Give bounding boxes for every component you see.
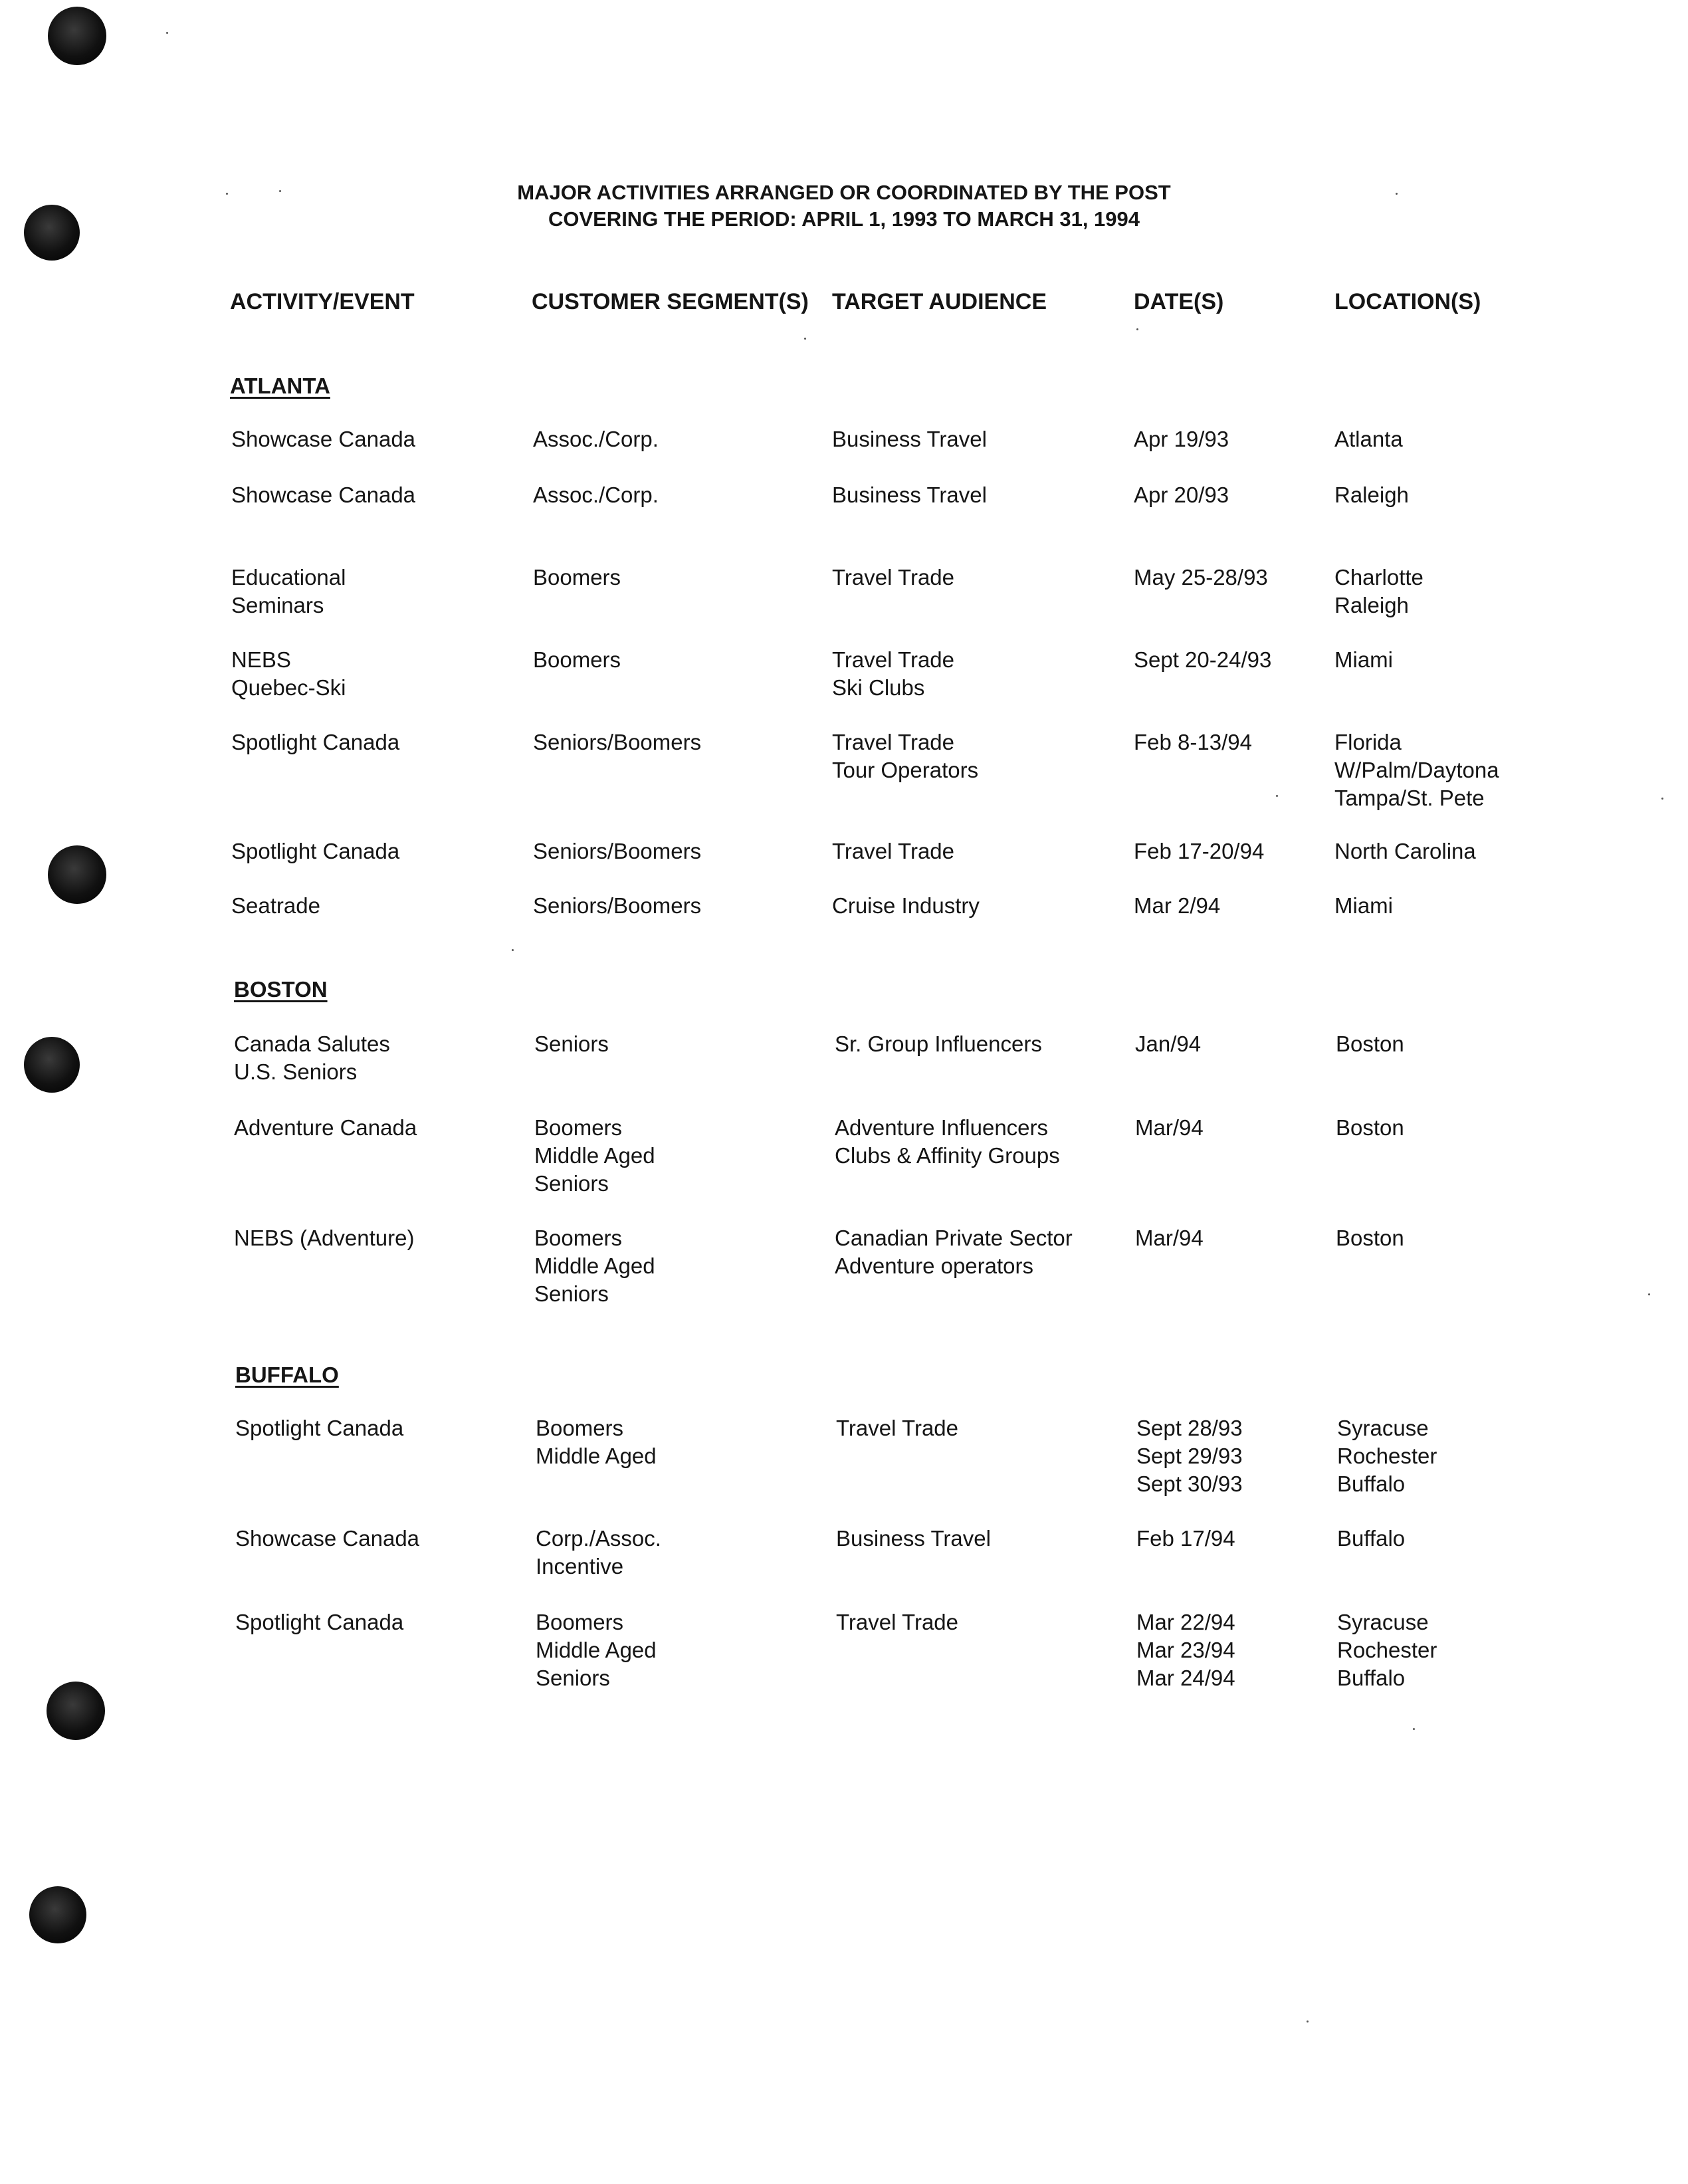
cell-activity: Spotlight Canada	[235, 1416, 404, 1440]
cell-activity: Showcase Canada	[231, 483, 416, 507]
section-heading-atlanta: ATLANTA	[230, 374, 330, 398]
cell-dates: Feb 8-13/94	[1134, 730, 1252, 754]
cell-segment: Boomers Middle Aged Seniors	[536, 1610, 657, 1690]
cell-audience: Cruise Industry	[832, 893, 980, 918]
cell-dates: May 25-28/93	[1134, 565, 1268, 590]
cell-dates: Jan/94	[1135, 1032, 1202, 1056]
cell-activity: Showcase Canada	[235, 1526, 420, 1551]
cell-segment: Boomers Middle Aged	[536, 1416, 657, 1468]
cell-segment: Boomers Middle Aged Seniors	[534, 1115, 655, 1196]
scan-speck	[1648, 1293, 1650, 1295]
cell-location: Miami	[1334, 893, 1393, 918]
scan-speck	[1661, 798, 1663, 800]
cell-segment: Seniors/Boomers	[533, 839, 702, 863]
scan-speck	[1413, 1728, 1415, 1730]
scan-speck	[166, 32, 168, 34]
scan-speck	[1276, 795, 1278, 797]
cell-audience: Travel Trade Ski Clubs	[832, 647, 955, 700]
cell-activity: Canada Salutes U.S. Seniors	[234, 1032, 390, 1084]
cell-dates: Mar 2/94	[1134, 893, 1221, 918]
column-header-activity: ACTIVITY/EVENT	[230, 289, 415, 314]
cell-dates: Feb 17/94	[1136, 1526, 1235, 1551]
punch-hole	[24, 1037, 80, 1093]
cell-segment: Seniors	[534, 1032, 609, 1056]
title-line-2: COVERING THE PERIOD: APRIL 1, 1993 TO MARCH 31, 1994	[548, 207, 1140, 231]
cell-location: Raleigh	[1334, 483, 1409, 507]
column-header-customer-segment: CUSTOMER SEGMENT(S)	[532, 289, 809, 314]
cell-location: North Carolina	[1334, 839, 1476, 863]
cell-segment: Seniors/Boomers	[533, 893, 702, 918]
cell-segment: Assoc./Corp.	[533, 427, 659, 451]
cell-audience: Sr. Group Influencers	[835, 1032, 1042, 1056]
cell-segment: Assoc./Corp.	[533, 483, 659, 507]
punch-hole	[29, 1886, 86, 1943]
cell-activity: NEBS Quebec-Ski	[231, 647, 346, 700]
cell-location: Boston	[1336, 1226, 1404, 1250]
cell-activity: Adventure Canada	[234, 1115, 417, 1140]
cell-audience: Business Travel	[836, 1526, 991, 1551]
cell-dates: Apr 20/93	[1134, 483, 1229, 507]
cell-dates: Sept 20-24/93	[1134, 647, 1272, 672]
cell-activity: Spotlight Canada	[231, 730, 400, 754]
cell-activity: Seatrade	[231, 893, 320, 918]
punch-hole	[48, 7, 106, 65]
cell-activity: Spotlight Canada	[235, 1610, 404, 1634]
cell-location: Miami	[1334, 647, 1393, 672]
title-line-1: MAJOR ACTIVITIES ARRANGED OR COORDINATED BY THE POST	[517, 181, 1171, 204]
scan-speck	[1307, 2020, 1309, 2022]
cell-dates: Mar/94	[1135, 1226, 1204, 1250]
section-heading-buffalo: BUFFALO	[235, 1363, 339, 1387]
scan-speck	[1136, 328, 1138, 330]
cell-activity: Educational Seminars	[231, 565, 346, 617]
cell-location: Florida W/Palm/Daytona Tampa/St. Pete	[1334, 730, 1499, 810]
punch-hole	[48, 845, 106, 904]
cell-audience: Canadian Private Sector Adventure operators	[835, 1226, 1073, 1278]
cell-location: Buffalo	[1337, 1526, 1406, 1551]
page-title	[0, 179, 1688, 233]
column-header-target-audience: TARGET AUDIENCE	[832, 289, 1047, 314]
cell-location: Boston	[1336, 1032, 1404, 1056]
cell-activity: Showcase Canada	[231, 427, 416, 451]
cell-segment: Seniors/Boomers	[533, 730, 702, 754]
cell-audience: Travel Trade	[836, 1416, 959, 1440]
cell-dates: Sept 28/93 Sept 29/93 Sept 30/93	[1136, 1416, 1243, 1496]
cell-segment: Boomers	[533, 647, 621, 672]
cell-location: Atlanta	[1334, 427, 1403, 451]
cell-activity: NEBS (Adventure)	[234, 1226, 415, 1250]
cell-location: Syracuse Rochester Buffalo	[1337, 1416, 1437, 1496]
section-heading-boston: BOSTON	[234, 977, 328, 1002]
cell-audience: Business Travel	[832, 427, 987, 451]
cell-audience: Travel Trade	[832, 565, 955, 590]
column-header-dates: DATE(S)	[1134, 289, 1224, 314]
cell-audience: Adventure Influencers Clubs & Affinity Groups	[835, 1115, 1060, 1168]
cell-location: Syracuse Rochester Buffalo	[1337, 1610, 1437, 1690]
cell-location: Boston	[1336, 1115, 1404, 1140]
punch-hole	[47, 1682, 105, 1740]
cell-segment: Boomers	[533, 565, 621, 590]
cell-segment: Boomers Middle Aged Seniors	[534, 1226, 655, 1306]
cell-activity: Spotlight Canada	[231, 839, 400, 863]
cell-location: Charlotte Raleigh	[1334, 565, 1424, 617]
cell-dates: Mar/94	[1135, 1115, 1204, 1140]
cell-audience: Travel Trade Tour Operators	[832, 730, 979, 782]
cell-audience: Travel Trade	[832, 839, 955, 863]
column-header-location: LOCATION(S)	[1334, 289, 1481, 314]
cell-segment: Corp./Assoc. Incentive	[536, 1526, 661, 1579]
scan-speck	[512, 949, 514, 951]
cell-dates: Mar 22/94 Mar 23/94 Mar 24/94	[1136, 1610, 1235, 1690]
cell-audience: Travel Trade	[836, 1610, 959, 1634]
cell-dates: Feb 17-20/94	[1134, 839, 1265, 863]
cell-audience: Business Travel	[832, 483, 987, 507]
cell-dates: Apr 19/93	[1134, 427, 1229, 451]
scan-speck	[804, 338, 806, 340]
